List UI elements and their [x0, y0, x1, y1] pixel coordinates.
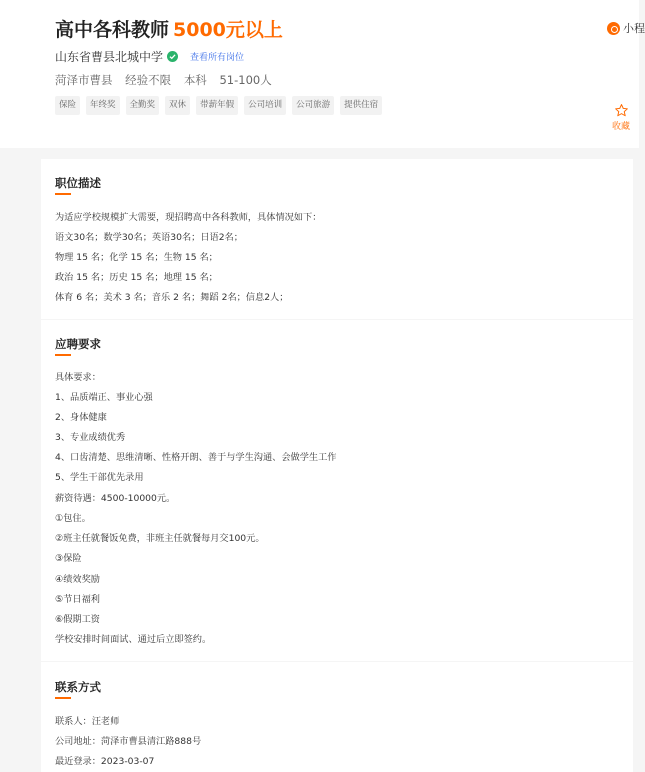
benefit-tag: 带薪年假: [196, 96, 238, 115]
contact-line: 公司地址：菏泽市曹县清江路888号: [55, 736, 202, 747]
requirement-line: 具体要求：: [55, 372, 101, 383]
requirement-line: ③保险: [55, 553, 82, 564]
benefit-tag: 保险: [55, 96, 80, 115]
section-underline: [55, 193, 71, 195]
mini-program-icon: [607, 22, 620, 35]
section-underline: [55, 354, 71, 356]
job-title: 高中各科教师: [55, 19, 170, 41]
description-line: 体育 6 名；美术 3 名；音乐 2 名；舞蹈 2名；信息2人；: [55, 292, 289, 303]
requirement-line: 1、品质端正、事业心强: [55, 392, 153, 403]
star-icon: [614, 103, 629, 118]
requirement-line: ②班主任就餐饭免费，非班主任就餐每月交100元。: [55, 533, 265, 544]
favorite-button[interactable]: [612, 103, 630, 132]
benefit-tags: [55, 96, 388, 115]
experience: 经验不限: [125, 73, 172, 87]
requirement-line: 学校安排时间面试、通过后立即签约。: [55, 634, 212, 645]
favorite-label: 收藏: [612, 122, 631, 132]
location: 菏泽市曹县: [55, 73, 113, 87]
verified-icon: [167, 51, 178, 62]
description-line: 为适应学校规模扩大需要，现招聘高中各科教师，具体情况如下：: [55, 212, 322, 223]
requirement-line: 5、学生干部优先录用: [55, 472, 144, 483]
description-line: 物理 15 名；化学 15 名；生物 15 名；: [55, 252, 218, 263]
benefit-tag: 全勤奖: [126, 96, 160, 115]
section-title: 职位描述: [55, 176, 101, 190]
section-underline: [55, 697, 71, 699]
requirements-card: [41, 320, 633, 661]
requirement-line: 4、口齿清楚、思维清晰、性格开朗、善于与学生沟通、会做学生工作: [55, 452, 337, 463]
requirement-line: ⑤节日福利: [55, 594, 100, 605]
view-all-jobs-link[interactable]: 查看所有岗位: [190, 53, 245, 63]
benefit-tag: 提供住宿: [340, 96, 382, 115]
company-row: [55, 48, 244, 65]
requirement-line: ①包住。: [55, 513, 91, 524]
benefit-tag: 公司培训: [244, 96, 286, 115]
benefit-tag: 年终奖: [86, 96, 120, 115]
requirement-line: ④绩效奖励: [55, 574, 100, 585]
company-name[interactable]: 山东省曹县北城中学: [55, 50, 164, 64]
section-title: 应聘要求: [55, 337, 101, 351]
mini-program-label: 小程: [623, 22, 645, 35]
contact-line: 最近登录：2023-03-07: [55, 756, 155, 767]
contact-card: [41, 662, 633, 772]
requirement-line: ⑥假期工资: [55, 614, 100, 625]
contact-line: 联系人：汪老师: [55, 716, 120, 727]
mini-program-link[interactable]: [607, 20, 645, 36]
company-size: 51-100人: [219, 73, 272, 87]
description-line: 政治 15 名；历史 15 名；地理 15 名；: [55, 272, 218, 283]
requirement-line: 3、专业成绩优秀: [55, 432, 126, 443]
requirement-line: 薪资待遇：4500-10000元。: [55, 493, 176, 504]
benefit-tag: 公司旅游: [292, 96, 334, 115]
salary: 5000元以上: [173, 19, 283, 41]
job-header: [0, 0, 645, 148]
education: 本科: [183, 73, 207, 87]
requirement-line: 2、身体健康: [55, 412, 107, 423]
job-meta: [55, 72, 281, 88]
job-description-card: [41, 159, 633, 319]
description-line: 语文30名；数学30名；英语30名；日语2名；: [55, 232, 243, 243]
section-title: 联系方式: [55, 680, 101, 694]
benefit-tag: 双休: [165, 96, 190, 115]
